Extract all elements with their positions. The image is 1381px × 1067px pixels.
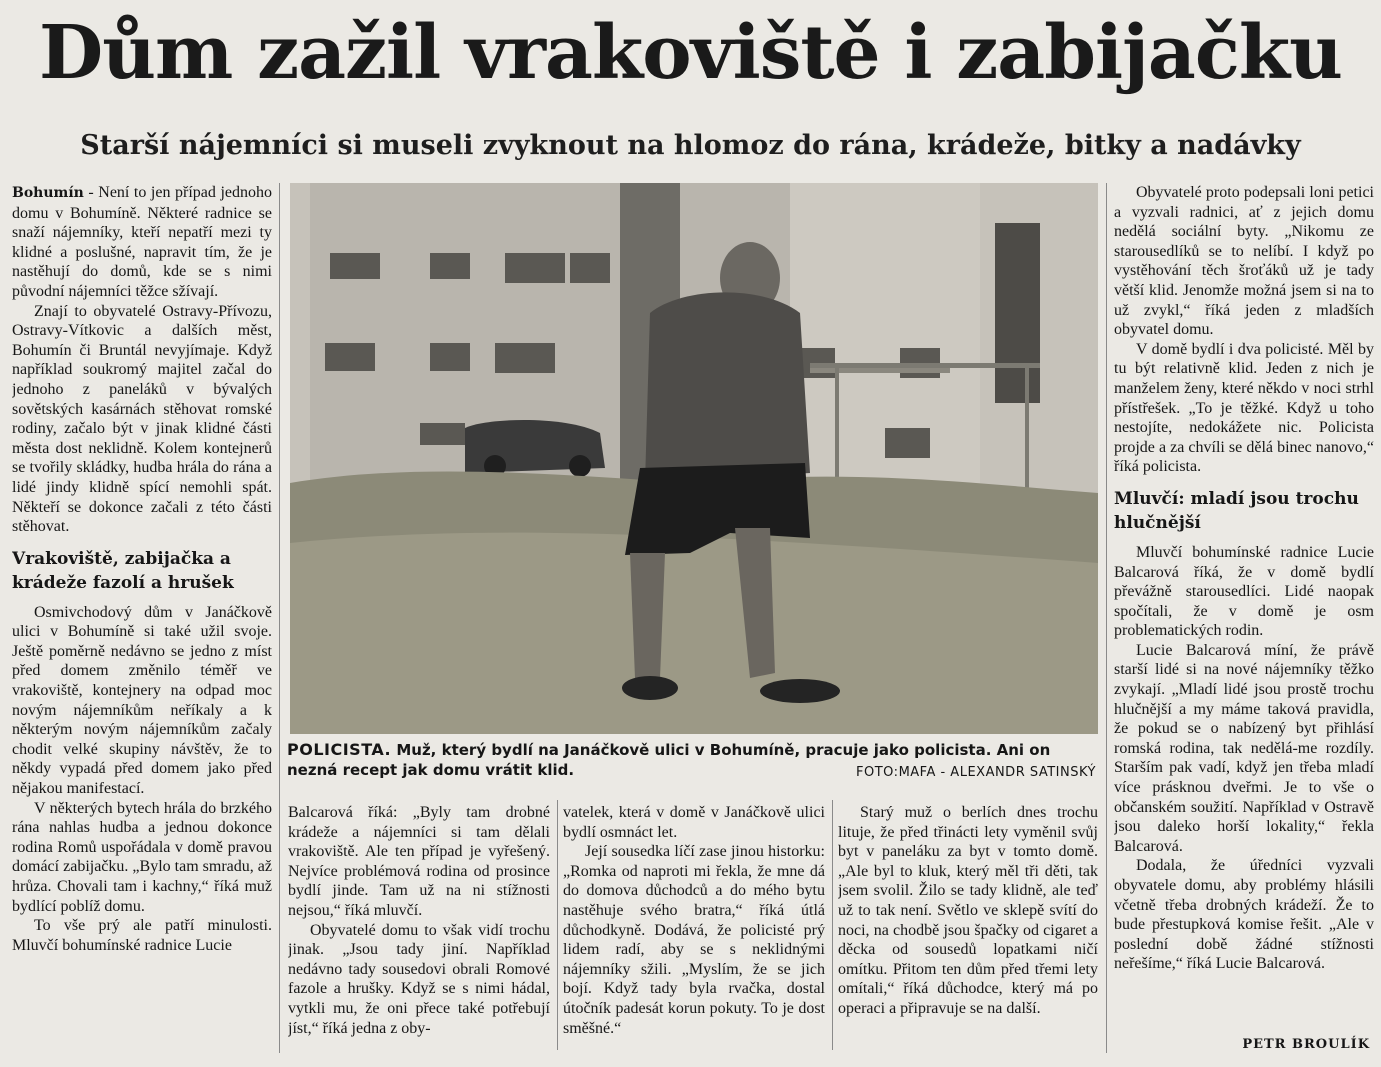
column-5 [1114,183,1374,1035]
column-5-subhead: Mluvčí: mladí jsou trochu hlučnější [1114,488,1359,533]
column-3-paragraph-2: Její sousedka líčí zase jinou historku:„Romka od naproti mi řekla, že mne dá do domova důchodců a do mého bytu nastěhuje svého bratra,“ říká útlá důchodkyně. Dodává, že policisté prý lidem radí, aby se s neklidnými nájemníky sžili. „Myslím, že se jich bojí. Když tady byla rvačka, dostal útočník padesát korun pokuty. To je dost směšné.“ [563,843,825,1037]
column-4 [838,803,1098,1051]
news-photo [290,183,1098,734]
column-2-paragraph-2: Obyvatelé domu to však vidí trochu jinak. „Jsou tady jiní. Například nedávno tady sousedovi obrali Romové fazole a hrušky. Když se s nimi hádal, vytkli mu, že oni přece také potřebují jíst,“ říká jedna z oby- [288,921,550,1037]
column-5-paragraph-5: Dodala, že úředníci vyzvali obyvatele domu, aby problémy hlásili včetně třeba drobných krádeží. Že to bude přestupková komise řešit. „Ale v poslední době žádné stížnosti neřešíme,“ říká Lucie Balcarová. [1114,857,1374,973]
column-1-subhead: Vrakoviště, zabijačka a krádeže fazolí a hrušek [12,548,234,593]
column-5-paragraph-4: Lucie Balcarová míní, že právě starší lidé si na nové nájemníky těžko zvykají. „Mladí lidé jsou prostě trochu hlučnější a my máme taková pravidla, že pokud se o nabízený byt přihlásí romská rodina, tak nedělá-me rozdíly. Starším pak vadí, když jen třeba mladí více prásknou dveřmi. Je to vše o občanském soužití. Například v Ostravě jsou daleko horší lokality,“ řekla Balcarová. [1114,641,1374,855]
column-3-paragraph-1: vatelek, která v domě v Janáčkově ulici bydlí osmnáct let. [563,804,825,841]
caption-text: Muž, který bydlí na Janáčkově ulici v Bohumíně, pracuje jako policista. Ani on nezná recept jak domu vrátit klid. [287,741,1051,779]
column-5-paragraph-3: Mluvčí bohumínské radnice Lucie Balcarová říká, že v domě bydlí převážně starousedlíci. Lidé naopak spočítali, že v domě je osm problematických rodin. [1114,543,1374,640]
column-3 [563,803,825,1051]
column-divider-1 [279,183,280,1053]
column-1-lead-paragraph [12,183,272,302]
column-1-paragraph-5: To vše prý ale patří minulosti. Mluvčí bohumínské radnice Lucie [12,917,272,954]
column-1-paragraph-4: V některých bytech hrála do brzkého rána nahlas hudba a jednou dokonce rodina Romů uspořádala v domě pravou domácí zabijačku. „Bylo tam smradu, až hrůza. Chovali tam i kachny,“ říká muž bydlící poblíž domu. [12,799,272,915]
author-byline: PETR BROULÍK [1242,1037,1370,1052]
column-divider-3 [832,800,833,1050]
photo-illustration [290,183,1098,734]
column-divider-4 [1106,183,1107,1053]
column-1-paragraph-3: Osmivchodový dům v Janáčkově ulici v Bohumíně si také užil svoje. Ještě poměrně nedávno se jedno z míst před domem změnilo téměř ve vrakoviště, kontejnery na odpad moc novým nájemníkům neříkaly a k některým novým nájemníkům začaly chodit velké skupiny návštěv, že to někdy vypadá před domem jako před nějakou manifestací. [12,603,272,798]
lead-location: Bohumín [12,185,84,201]
column-5-paragraph-1: Obyvatelé proto podepsali loni petici a vyzvali radnici, ať z jejich domu nedělá sociální byty. „Nikomu ze starousedlíků se to nelíbí. I když po vystěhování těch šroťáků už je tady větší klid. Jenomže možná jsem si na to už zvykl,“ říká jeden z mladších obyvatel domu. [1114,184,1374,339]
column-5-paragraph-2: V domě bydlí i dva policisté. Měl by tu být relativně klid. Jeden z nich je manželem ženy, které někdo v noci strhl přístřešek. „To je těžké. Když u toho nestojíte, nedokážete nic. Policista projde a za chvíli se dělá binec nanovo,“ říká policista. [1114,340,1374,476]
subheadline: Starší nájemníci si museli zvyknout na hlomoz do rána, krádeže, bitky a nadávky [80,130,1301,161]
column-2 [288,803,550,1051]
column-1 [12,183,272,1049]
column-4-paragraph-1: Starý muž o berlích dnes trochu lituje, že před třinácti lety vyměnil svůj byt v paneláku za byt v tomto domě. „Ale byl to kluk, který měl tři děti, tak jsem svolil. Žilo se tady klidně, ale teď už to tak není. Světlo ve sklepě svítí do noci, na chodbě jsou špačky od cigaret a děcka od sousedů lopatkami ničí omítku. Přitom ten dům před třemi lety omítali,“ říká důchodce, který má po operaci a připravuje se na další. [838,804,1098,1017]
column-divider-2 [557,800,558,1050]
column-2-paragraph-1: Balcarová říká: „Byly tam drobné krádeže a nájemníci si tam dělali vrakoviště. Ale ten případ je vyřešený. Nejvíce problémová rodina od prosince bydlí jinde. Tam už na ni stížnosti nejsou,“ říká mluvčí. [288,804,550,919]
lead-text: - Není to jen případ jednoho domu v Bohumíně. Některé radnice se snaží nájemníky, kteří nepatří mezi ty klidné a poslušné, napravit tím, že je nastěhují do domů, kde se s nimi původní nájemníci těžce sžívají. [12,184,272,300]
photo-credit: FOTO:MAFA - ALEXANDR SATINSKÝ [856,765,1096,780]
column-1-paragraph-2: Znají to obyvatelé Ostravy-Přívozu, Ostravy-Vítkovic a dalších měst, Bohumín či Bruntál nevyjímaje. Když například soukromý majitel začal do jednoho z paneláků v bývalých sovětských kasárnách stěhovat romské rodiny, začalo být v jinak klidné části města dost neklidně. Kolem kontejnerů se tvořily skládky, hudba hrála do rána a lidé jindy klidně spící nemohli spát. Někteří se dokonce začali z této části stěhovat. [12,302,272,536]
headline: Dům zažil vrakoviště i zabijačku [39,10,1342,96]
caption-label: POLICISTA. [287,740,392,759]
